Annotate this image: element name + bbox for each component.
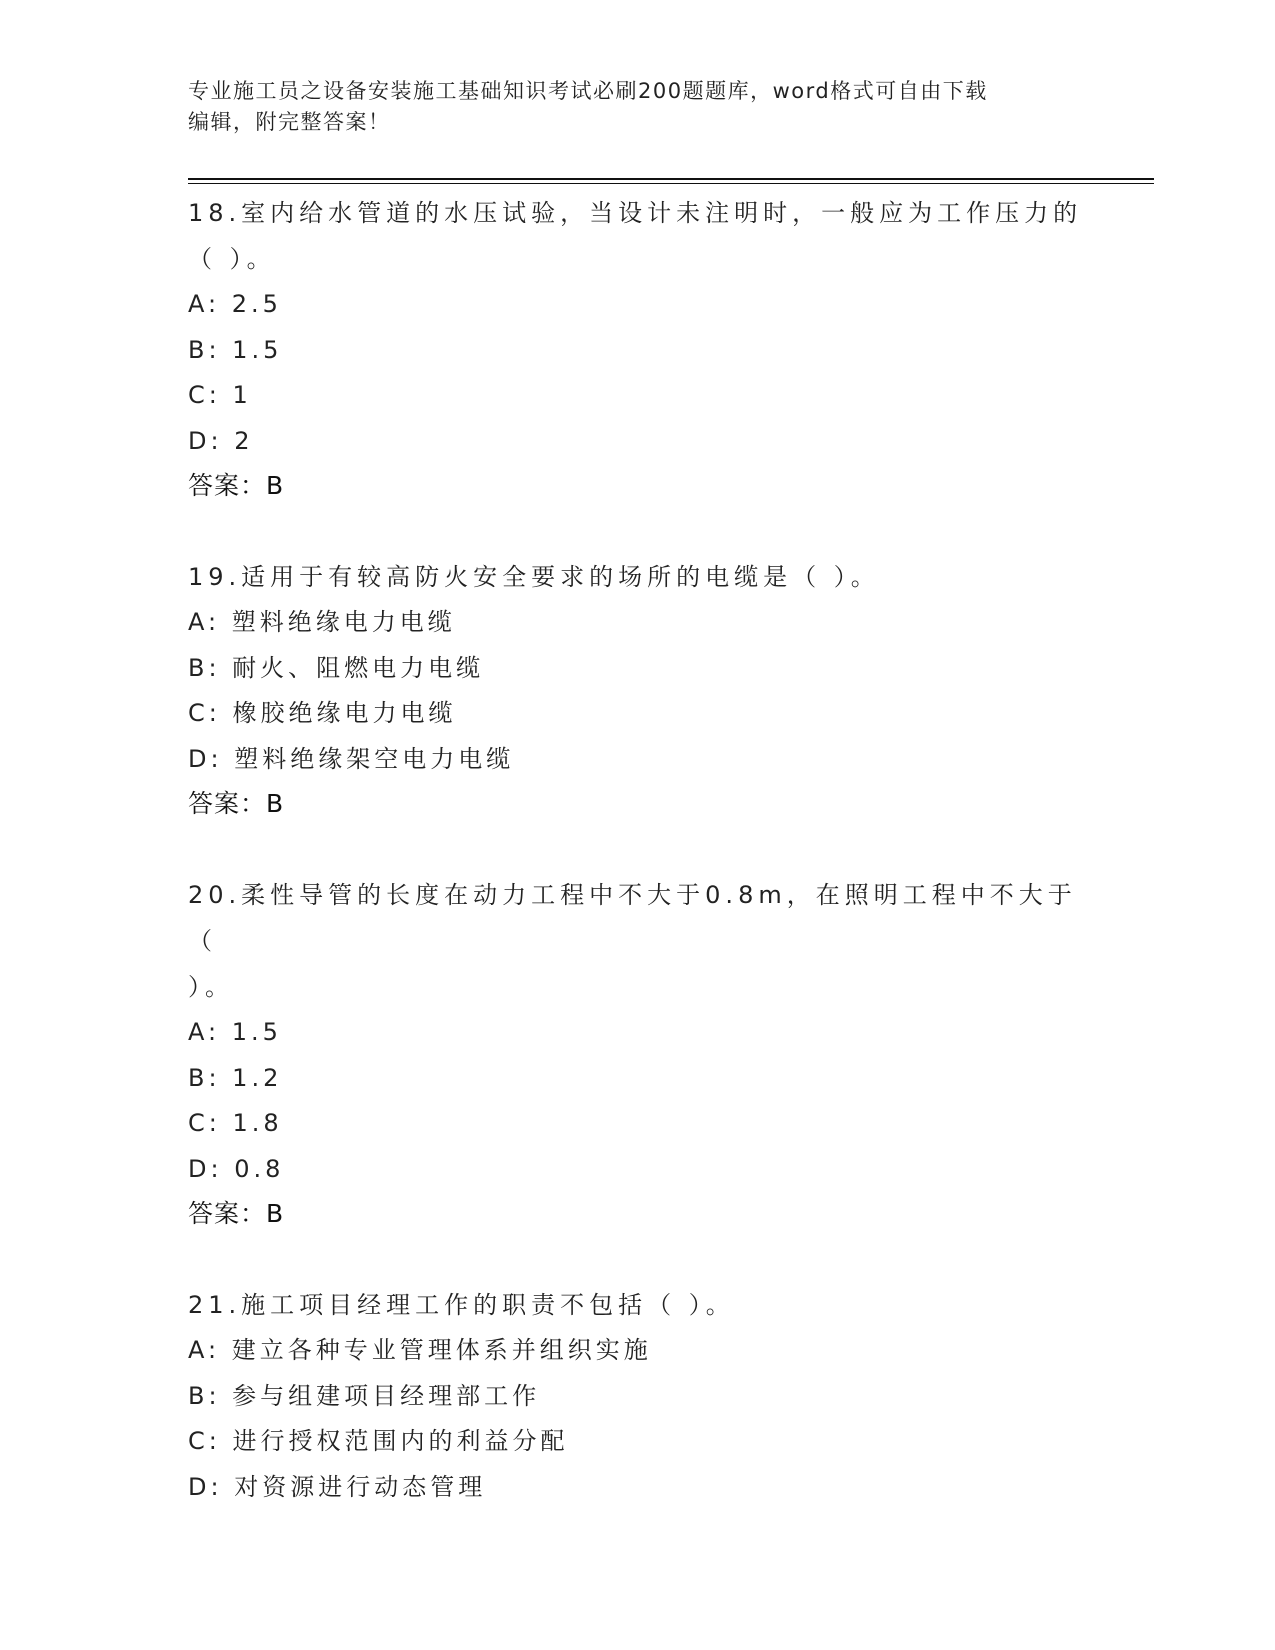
option-b: B: 1.5 — [188, 335, 283, 364]
question-21 — [188, 1282, 1088, 1510]
header-line-2: 编辑，附完整答案！ — [188, 110, 391, 134]
question-stem-line: ）。 — [188, 973, 234, 1001]
header-divider-thick — [188, 178, 1154, 180]
option-b: B: 1.2 — [188, 1063, 283, 1092]
question-stem-line: 18.室内给水管道的水压试验，当设计未注明时，一般应为工作压力的 — [188, 199, 1083, 227]
question-stem — [188, 190, 1088, 282]
document-header — [188, 76, 1088, 138]
answer: 答案：B — [188, 1199, 285, 1228]
question-stem — [188, 1282, 1088, 1328]
option-b: B: 参与组建项目经理部工作 — [188, 1381, 541, 1410]
option-d: D: 塑料绝缘架空电力电缆 — [188, 744, 515, 773]
option-b: B: 耐火、阻燃电力电缆 — [188, 653, 485, 682]
question-stem-line: 20.柔性导管的长度在动力工程中不大于0.8m，在照明工程中不大于（ — [188, 881, 1077, 955]
option-d: D: 2 — [188, 426, 254, 455]
option-a: A: 2.5 — [188, 290, 282, 318]
header-line-1: 专业施工员之设备安装施工基础知识考试必刷200题题库，word格式可自由下载 — [188, 79, 988, 103]
question-stem — [188, 872, 1088, 1010]
header-divider-thin — [188, 183, 1154, 184]
option-c: C: 橡胶绝缘电力电缆 — [188, 699, 457, 727]
option-c: C: 进行授权范围内的利益分配 — [188, 1427, 569, 1455]
option-a: A: 塑料绝缘电力电缆 — [188, 608, 456, 636]
question-stem-line: 21.施工项目经理工作的职责不包括（ ）。 — [188, 1291, 735, 1319]
question-stem-line: （ ）。 — [188, 245, 276, 273]
question-stem — [188, 554, 1088, 600]
question-18 — [188, 190, 1088, 508]
answer: 答案：B — [188, 471, 285, 500]
question-20 — [188, 872, 1088, 1236]
option-a: A: 建立各种专业管理体系并组织实施 — [188, 1336, 652, 1364]
option-a: A: 1.5 — [188, 1018, 282, 1046]
question-list — [188, 190, 1088, 1510]
option-d: D: 对资源进行动态管理 — [188, 1472, 487, 1501]
option-c: C: 1 — [188, 381, 252, 409]
option-d: D: 0.8 — [188, 1154, 285, 1183]
answer: 答案：B — [188, 789, 285, 818]
question-19 — [188, 554, 1088, 826]
option-c: C: 1.8 — [188, 1109, 283, 1137]
question-stem-line: 19.适用于有较高防火安全要求的场所的电缆是（ ）。 — [188, 563, 880, 591]
